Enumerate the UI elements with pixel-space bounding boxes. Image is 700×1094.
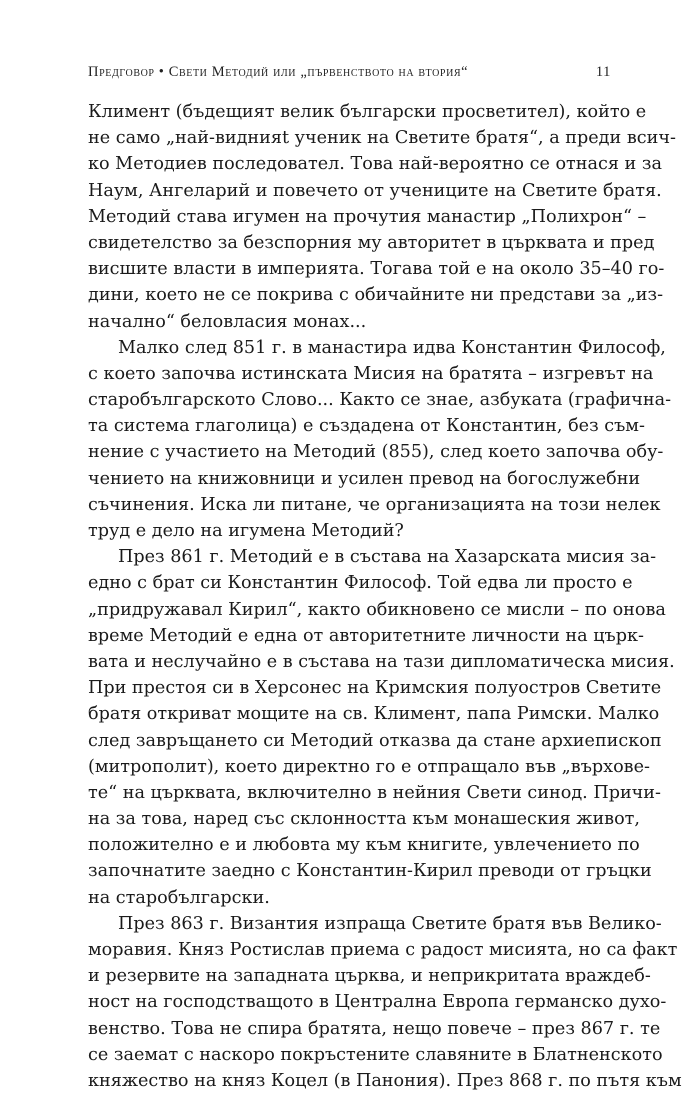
paragraph xyxy=(88,911,682,1094)
text-line: братя откриват мощите на св. Климент, папа Римски. Малко xyxy=(88,704,660,725)
text-line: на старобългарски. xyxy=(88,887,270,908)
text-line: Малко след 851 г. в манастира идва Константин Философ, xyxy=(118,337,666,358)
running-head-title: Предговор • Свети Методий или „първенството на втория“ xyxy=(88,64,469,80)
text-line: „придружавал Кирил“, както обикновено се мисли – по онова xyxy=(88,599,666,620)
text-line: труд е дело на игумена Методий? xyxy=(88,521,404,541)
paragraph xyxy=(88,544,675,911)
text-line: висшите власти в империята. Тогава той е на около 35–40 го- xyxy=(88,259,665,280)
text-line: венство. Това не спира братята, нещо повече – през 867 г. те xyxy=(88,1018,661,1039)
text-line: През 861 г. Методий е в състава на Хазарската мисия за- xyxy=(118,547,657,568)
page-number: 11 xyxy=(595,64,611,80)
text-line: чението на книжовници и усилен превод на богослужебни xyxy=(88,468,641,489)
text-line: нение с участието на Методий (855), след което започва обу- xyxy=(88,442,664,463)
text-line: та система глаголица) е създадена от Константин, без съм- xyxy=(88,416,645,437)
text-line: вата и неслучайно е в състава на тази дипломатическа мисия. xyxy=(88,651,675,672)
text-line: започнатите заедно с Константин-Кирил преводи от гръцки xyxy=(88,861,652,882)
text-line: с което започва истинската Мисия на братята – изгревът на xyxy=(88,363,654,384)
text-line: Методий става игумен на прочутия манастир „Полихрон“ – xyxy=(88,206,647,227)
text-line: не само „най-виднияt ученик на Светите братя“, а преди всич- xyxy=(88,128,676,149)
body-text xyxy=(88,99,682,1094)
text-line: Наум, Ангеларий и повечето от учениците на Светите братя. xyxy=(88,180,662,201)
text-line: положително е и любовта му към книгите, увлечението по xyxy=(88,835,640,856)
text-line: свидетелство за безспорния му авторитет в църквата и пред xyxy=(88,232,655,253)
text-line: време Методий е една от авторитетните личности на църк- xyxy=(88,625,644,646)
paragraph xyxy=(88,99,676,335)
text-line: и резервите на западната църква, и неприкритата враждеб- xyxy=(88,966,651,987)
text-line: Климент (бъдещият велик български просветител), който е xyxy=(88,102,647,122)
text-line: на за това, наред със склонността към монашеския живот, xyxy=(88,809,640,830)
text-line: едно с брат си Константин Философ. Той едва ли просто е xyxy=(88,573,633,594)
text-line: старобългарското Слово... Както се знае, азбуката (графична- xyxy=(88,390,672,411)
paragraph xyxy=(88,335,672,545)
text-line: През 863 г. Византия изпраща Светите братя във Велико- xyxy=(118,913,662,934)
text-line: след завръщането си Методий отказва да стане архиепископ xyxy=(88,730,662,751)
running-head xyxy=(88,64,611,81)
text-line: При престоя си в Херсонес на Кримския полуостров Светите xyxy=(88,678,662,699)
text-line: ност на господстващото в Централна Европа германско духо- xyxy=(88,992,667,1013)
text-line: княжество на княз Коцел (в Панония). През 868 г. по пътя към xyxy=(88,1070,682,1091)
text-line: ко Методиев последовател. Това най-вероятно се отнася и за xyxy=(88,154,662,175)
text-line: (митрополит), което директно го е отпращало във „върхове- xyxy=(88,756,650,777)
text-line: те“ на църквата, включително в нейния Свети синод. Причи- xyxy=(88,782,661,803)
text-line: моравия. Княз Ростислав приема с радост мисията, но са факт xyxy=(88,940,678,960)
text-line: начално“ беловласия монах... xyxy=(88,311,367,332)
text-line: дини, което не се покрива с обичайните ни представи за „из- xyxy=(88,285,664,306)
text-line: съчинения. Иска ли питане, че организацията на този нелек xyxy=(88,494,661,515)
text-line: се заемат с наскоро покръстените славяните в Блатненското xyxy=(88,1044,663,1065)
